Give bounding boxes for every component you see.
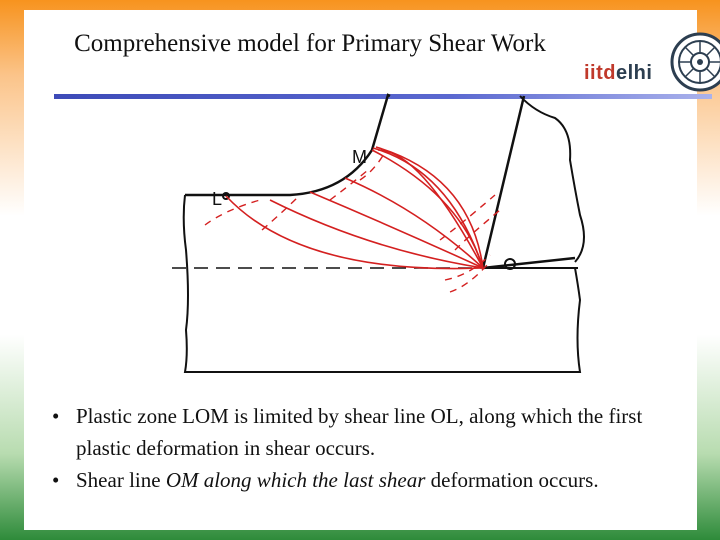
iitd-wordmark [584,62,652,85]
shear-line-4 [373,148,483,268]
slip-line-2 [262,195,300,230]
shear-line-6 [378,150,483,268]
chip-free-surface [185,95,390,195]
wordmark-part-2: elhi [616,62,653,84]
bullet-item [52,400,662,464]
bullet-text-2-pre: Shear line [76,468,166,492]
workpiece-outline [184,195,580,372]
wordmark-part-1: iitd [584,62,616,84]
bullet-text-2-italic: OM along which the last shear [165,468,426,492]
chip-back [520,96,584,262]
shear-line-ol [226,196,483,269]
shear-zone-diagram [170,92,590,384]
bullet-text-2-post: deformation occurs. [425,468,599,492]
iit-delhi-emblem-icon [670,32,720,92]
label-l: L [212,189,223,209]
tool-rake-face [483,96,524,268]
bullet-text-1: Plastic zone LOM is limited by shear line OL, along which the first plastic deformation in shear occurs. [76,404,643,460]
slide-title: Comprehensive model for Primary Shear Work [74,30,546,57]
shear-line-om [372,150,483,268]
shear-line-5 [376,147,483,268]
bullet-item [52,464,662,496]
tool-flank [483,258,575,268]
bullet-list [52,400,662,496]
label-m: M [352,147,367,167]
